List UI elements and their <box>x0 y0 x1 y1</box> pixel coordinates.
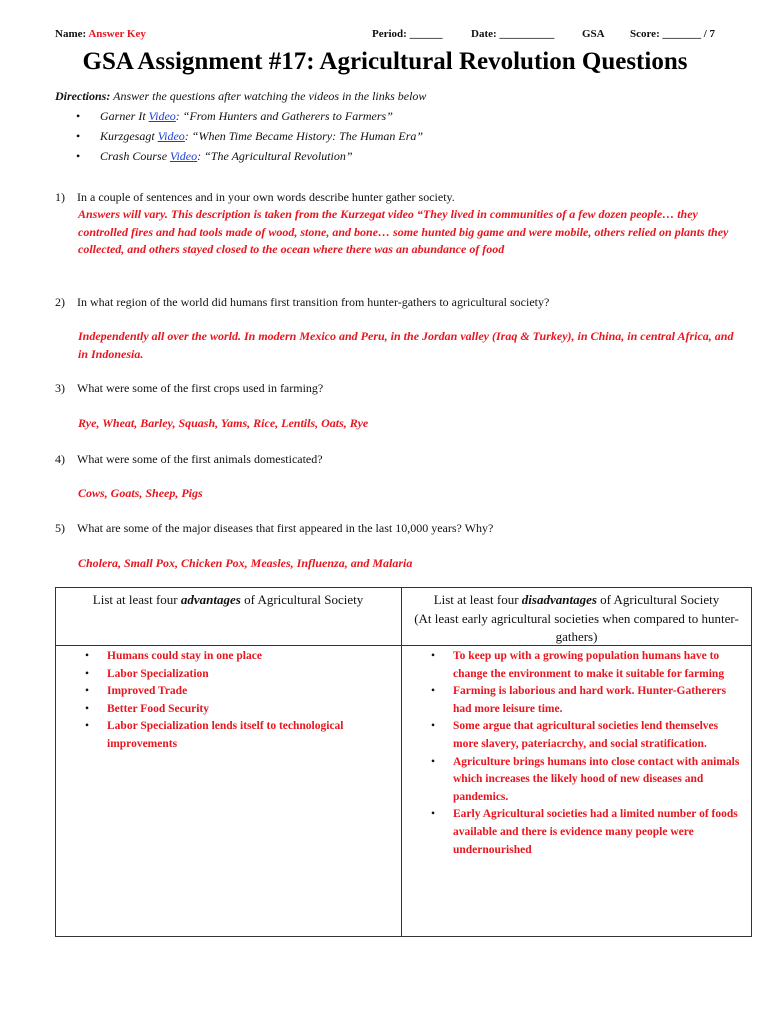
video-link[interactable]: Video <box>170 149 198 163</box>
list-item: • Early Agricultural societies had a limited number of foods available and there is evidence many people were undernourished <box>431 808 738 856</box>
question: 4) What were some of the first animals domesticated? <box>55 452 323 466</box>
answer-text: Independently all over the world. In modern Mexico and Peru, in the Jordan valley (Iraq & Turkey), in China, in central Africa, and in Indonesia. <box>78 329 734 361</box>
gsa-label: GSA <box>582 28 605 40</box>
list-item: • Humans could stay in one place <box>85 650 262 662</box>
name-value: Answer Key <box>88 28 146 40</box>
directions-text: Answer the questions after watching the videos in the links below <box>110 89 427 103</box>
list-item: • Agriculture brings humans into close contact with animals which increases the likely hood of new diseases and pandemics. <box>431 755 740 803</box>
page-title: GSA Assignment #17: Agricultural Revolution Questions <box>82 48 688 75</box>
video-item: • Crash Course Video: “The Agricultural Revolution” <box>76 149 353 163</box>
question-text: In a couple of sentences and in your own words describe hunter gather society. <box>77 190 455 204</box>
date-field: Date: __________ <box>471 28 555 40</box>
disadvantages-list <box>431 648 743 859</box>
name-field <box>55 28 146 40</box>
answer-text: Rye, Wheat, Barley, Squash, Yams, Rice, Lentils, Oats, Rye <box>78 416 369 430</box>
answer-text: Cows, Goats, Sheep, Pigs <box>78 486 203 500</box>
score-field: Score: _______ / 7 <box>630 28 716 40</box>
question-text: What were some of the first crops used in farming? <box>77 381 324 395</box>
advantages-list <box>85 648 392 754</box>
list-item: • Farming is laborious and hard work. Hunter-Gatherers had more leisure time. <box>431 685 727 715</box>
question-text: What were some of the first animals domesticated? <box>77 452 323 466</box>
question: 5) What are some of the major diseases that first appeared in the last 10,000 years? Why? <box>55 521 494 535</box>
period-field: Period: ______ <box>372 28 443 40</box>
question-text: What are some of the major diseases that first appeared in the last 10,000 years? Why? <box>77 521 494 535</box>
question: 1) In a couple of sentences and in your own words describe hunter gather society. <box>55 190 455 204</box>
name-label: Name: <box>55 28 87 40</box>
answer-text: Cholera, Small Pox, Chicken Pox, Measles, Influenza, and Malaria <box>78 556 413 570</box>
video-item: • Garner It Video: “From Hunters and Gatherers to Farmers” <box>76 109 393 123</box>
question: 2) In what region of the world did humans first transition from hunter-gathers to agricultural society? <box>55 295 550 309</box>
list-item: • Improved Trade <box>85 685 188 698</box>
advantages-header: List at least four advantages of Agricultural Society <box>92 592 364 607</box>
directions-label: Directions: <box>55 89 111 103</box>
list-item: • Labor Specialization <box>85 667 209 680</box>
video-link[interactable]: Video <box>148 109 176 123</box>
list-item: • Some argue that agricultural societies lend themselves more slavery, pateriacrchy, and social stratification. <box>431 720 719 750</box>
disadvantages-header: List at least four disadvantages of Agricultural Society (At least early agricultural societies when compared to hunter-gathers) <box>414 592 739 644</box>
question: 3) What were some of the first crops used in farming? <box>55 381 324 395</box>
question-text: In what region of the world did humans first transition from hunter-gathers to agricultural society? <box>77 295 550 309</box>
list-item: • Labor Specialization lends itself to technological improvements <box>85 720 344 750</box>
video-link[interactable]: Video <box>157 129 185 143</box>
list-item: • To keep up with a growing population humans have to change the environment to make it suitable for farming <box>431 650 725 680</box>
answer-text: Answers will vary. This description is taken from the Kurzegat video “They lived in communities of a few dozen people… they controlled fires and had tools made of wood, stone, and bone… some hunted big game and were mobile, others relied on plants they collected, and others stayed closed to the ocean where there was an abundance of food <box>78 207 729 256</box>
list-item: • Better Food Security <box>85 702 209 715</box>
directions <box>55 89 426 104</box>
video-item: • Kurzgesagt Video: “When Time Became History: The Human Era” <box>76 129 424 143</box>
